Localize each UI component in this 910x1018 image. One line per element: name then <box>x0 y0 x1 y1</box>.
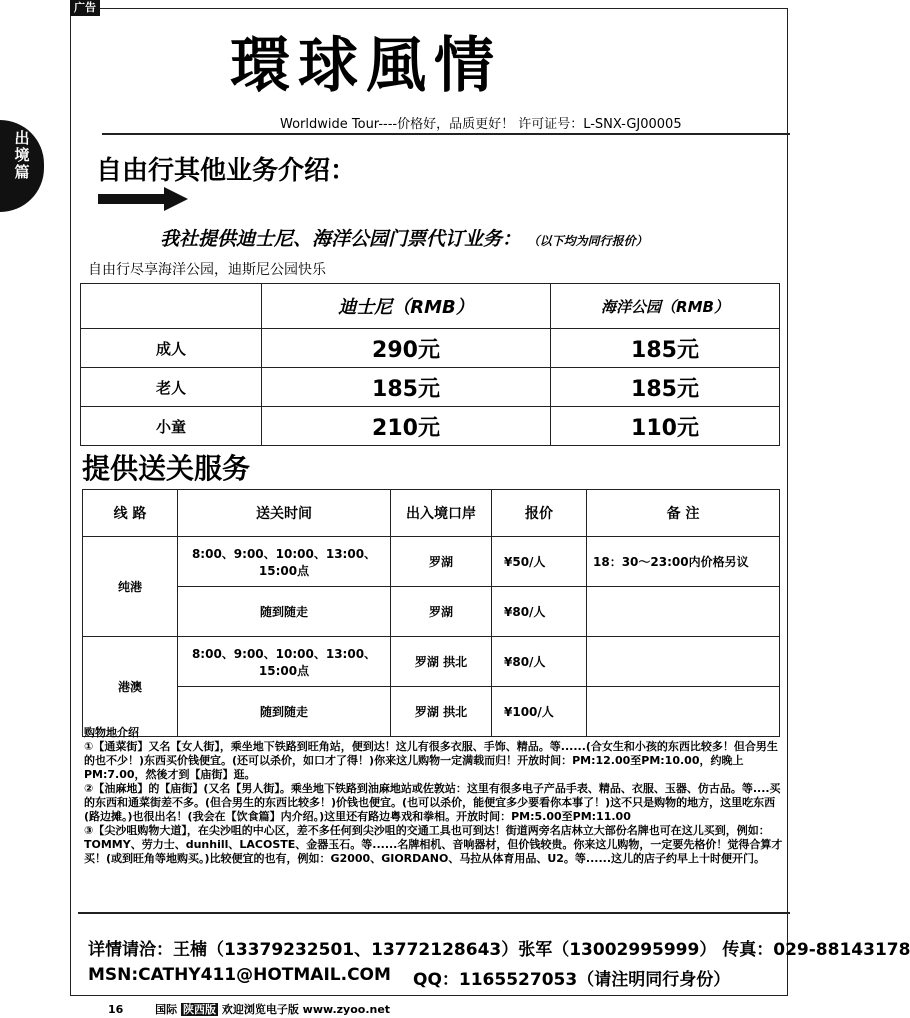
ticket-service-heading <box>160 224 648 251</box>
empty-header <box>81 284 262 329</box>
footer-text: 欢迎浏览电子版 www.zyoo.net <box>221 1003 391 1016</box>
disney-price: 185元 <box>262 368 551 407</box>
table-row <box>81 368 780 407</box>
table-row <box>81 329 780 368</box>
table-header-row <box>81 284 780 329</box>
disney-price: 210元 <box>262 407 551 446</box>
side-tab-label: 出境篇 <box>14 129 30 181</box>
col-price: 报价 <box>492 490 587 537</box>
time-cell: 随到随走 <box>178 587 391 637</box>
time-cell: 8:00、9:00、10:00、13:00、15:00点 <box>178 637 391 687</box>
col-time: 送关时间 <box>178 490 391 537</box>
intro-line: 自由行尽享海洋公园，迪斯尼公园快乐 <box>88 262 326 278</box>
brand-logo-text: 環球風情 <box>230 31 502 101</box>
ocean-price: 185元 <box>551 329 780 368</box>
price-cell: ¥100/人 <box>492 687 587 737</box>
shopping-item: ①【通菜街】又名【女人街】，乘坐地下铁路到旺角站，便到达！这儿有很多衣服、手饰、精品。等......(合女生和小孩的东西比较多！但合男生的也不少！)东西买价钱便宜。(还可以杀价，如口才了得！)你来这儿购物一定满载而归！开放时间：PM:12.00至PM:10.00，约晚上PM:7.00，然後才到【庙街】逛。 <box>84 740 778 781</box>
ad-tag: 广告 <box>70 0 100 16</box>
col-route: 线 路 <box>83 490 178 537</box>
row-label: 成人 <box>81 329 262 368</box>
ticket-service-title: 我社提供迪士尼、海洋公园门票代订业务： <box>160 228 522 250</box>
shopping-item: ③【尖沙咀购物大道】，在尖沙咀的中心区，差不多任何到尖沙咀的交通工具也可到达！街道两旁名店林立大部份名牌也可在这儿买到，例如：TOMMY、劳力士、dunhill、LACOSTE、金器玉石。等......名牌相机、音响器材，但价钱较贵。你来这儿购物，一定要先格价！觉得合算才买！(或到旺角等地购买。)比较便宜的也有，例如：G2000、GIORDANO、马拉从体育用品、U2。等......这儿的店子约早上十时便开门。 <box>84 824 783 865</box>
table-row <box>83 637 780 687</box>
time-cell: 随到随走 <box>178 687 391 737</box>
port-cell: 罗湖 拱北 <box>391 687 492 737</box>
contact-line: 详情请洽：王楠（13379232501、13772128643）张军（13002995999） 传真：029-88143178 <box>88 940 910 960</box>
note-cell: 18：30～23:00内价格另议 <box>587 537 780 587</box>
route-cell: 纯港 <box>83 537 178 637</box>
row-label: 小童 <box>81 407 262 446</box>
col-note: 备 注 <box>587 490 780 537</box>
disney-price: 290元 <box>262 329 551 368</box>
shopping-title: 购物地介绍 <box>84 726 139 739</box>
top-divider <box>102 133 790 135</box>
price-cell: ¥50/人 <box>492 537 587 587</box>
shopping-guide <box>84 726 784 866</box>
ocean-price: 110元 <box>551 407 780 446</box>
table-row <box>83 537 780 587</box>
heading-border-service: 提供送关服务 <box>82 452 251 485</box>
price-cell: ¥80/人 <box>492 587 587 637</box>
page-number: 16 <box>108 1003 124 1016</box>
ocean-price: 185元 <box>551 368 780 407</box>
port-cell: 罗湖 <box>391 537 492 587</box>
border-service-table <box>82 489 780 737</box>
row-label: 老人 <box>81 368 262 407</box>
page-footer <box>108 1001 390 1017</box>
ocean-park-header: 海洋公园（RMB） <box>551 284 780 329</box>
route-cell: 港澳 <box>83 637 178 737</box>
contact-line-2 <box>88 965 731 990</box>
bottom-divider <box>78 912 790 914</box>
price-cell: ¥80/人 <box>492 637 587 687</box>
port-cell: 罗湖 拱北 <box>391 637 492 687</box>
footer-section: 国际 <box>155 1003 178 1016</box>
shopping-item: ②【油麻地】的【庙街】(又名【男人街】。乘坐地下铁路到油麻地站或佐敦站：这里有很多电子产品手表、精品、衣服、玉器、仿古品。等....买的东西和通菜街差不多。(但合男生的东西比较多！)价钱也便宜。(也可以杀价，能便宜多少要看你本事了！)这不只是购物的地方，这里吃东西(路边摊。)也很出名！(我会在【饮食篇】内介绍。)这里还有路边粤戏和拳相。开放时间：PM:5.00至PM:11.00 <box>84 782 781 823</box>
note-cell <box>587 637 780 687</box>
table-header-row <box>83 490 780 537</box>
qq-contact: QQ：1165527053（请注明同行身份） <box>413 970 731 990</box>
ticket-service-note: （以下均为同行报价） <box>527 234 648 248</box>
arrow-right-icon <box>98 187 188 211</box>
edition-badge: 陕西版 <box>183 1003 216 1016</box>
time-cell: 8:00、9:00、10:00、13:00、15:00点 <box>178 537 391 587</box>
section-side-tab <box>0 120 44 212</box>
col-port: 出入境口岸 <box>391 490 492 537</box>
table-row <box>81 407 780 446</box>
msn-contact: MSN:CATHY411@HOTMAIL.COM <box>88 965 391 985</box>
disney-header: 迪士尼（RMB） <box>262 284 551 329</box>
note-cell <box>587 587 780 637</box>
ticket-price-table <box>80 283 780 446</box>
table-row <box>83 587 780 637</box>
heading-other-services: 自由行其他业务介绍： <box>96 156 357 186</box>
port-cell: 罗湖 <box>391 587 492 637</box>
tagline: Worldwide Tour----价格好，品质更好！ 许可证号：L-SNX-GJ00005 <box>280 117 682 132</box>
